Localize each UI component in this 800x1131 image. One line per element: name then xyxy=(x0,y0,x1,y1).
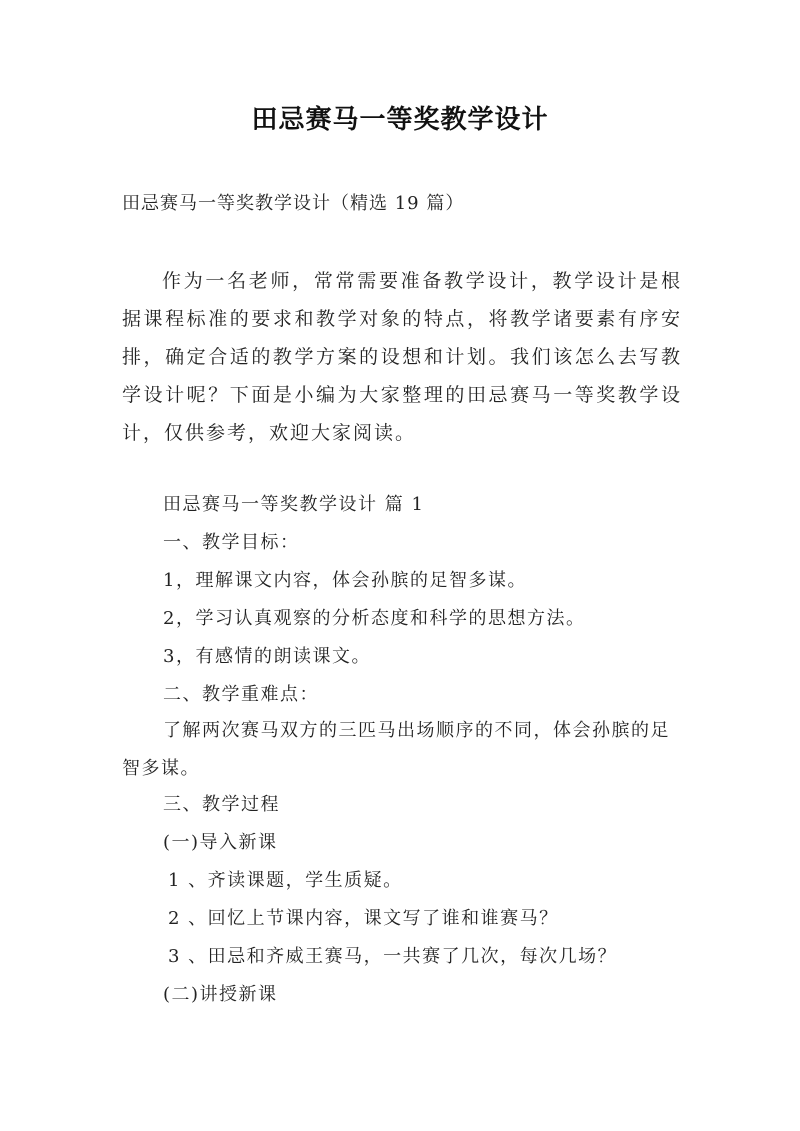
goal-item-1: 1，理解课文内容，体会孙膑的足智多谋。 xyxy=(163,570,527,591)
section-heading: 田忌赛马一等奖教学设计 篇 1 xyxy=(163,494,425,515)
step-1-item-2: 2 、回忆上节课内容，课文写了谁和谁赛马？ xyxy=(168,908,559,929)
goal-item-2: 2，学习认真观察的分析态度和科学的思想方法。 xyxy=(163,608,586,629)
goals-heading: 一、教学目标： xyxy=(163,532,300,553)
key-points-heading: 二、教学重难点： xyxy=(163,684,319,705)
step-1-item-3: 3 、田忌和齐威王赛马，一共赛了几次，每次几场？ xyxy=(168,946,618,967)
process-heading: 三、教学过程 xyxy=(163,794,280,815)
document-subtitle: 田忌赛马一等奖教学设计（精选 19 篇） xyxy=(122,193,465,214)
key-points-paragraph: 了解两次赛马双方的三匹马出场顺序的不同，体会孙膑的足智多谋。 xyxy=(122,720,670,779)
step-2-heading: (二)讲授新课 xyxy=(163,984,278,1005)
document-title: 田忌赛马一等奖教学设计 xyxy=(251,105,549,135)
step-1-heading: (一)导入新课 xyxy=(163,832,278,853)
intro-paragraph: 作为一名老师，常常需要准备教学设计，教学设计是根据课程标准的要求和教学对象的特点，将教学诸要素有序安排，确定合适的教学方案的设想和计划。我们该怎么去写教学设计呢？下面是小编为大家整理的田忌赛马一等奖教学设计，仅供参考，欢迎大家阅读。 xyxy=(122,270,682,444)
step-1-item-1: 1 、齐读课题，学生质疑。 xyxy=(168,870,403,891)
goal-item-3: 3，有感情的朗读课文。 xyxy=(163,646,371,667)
